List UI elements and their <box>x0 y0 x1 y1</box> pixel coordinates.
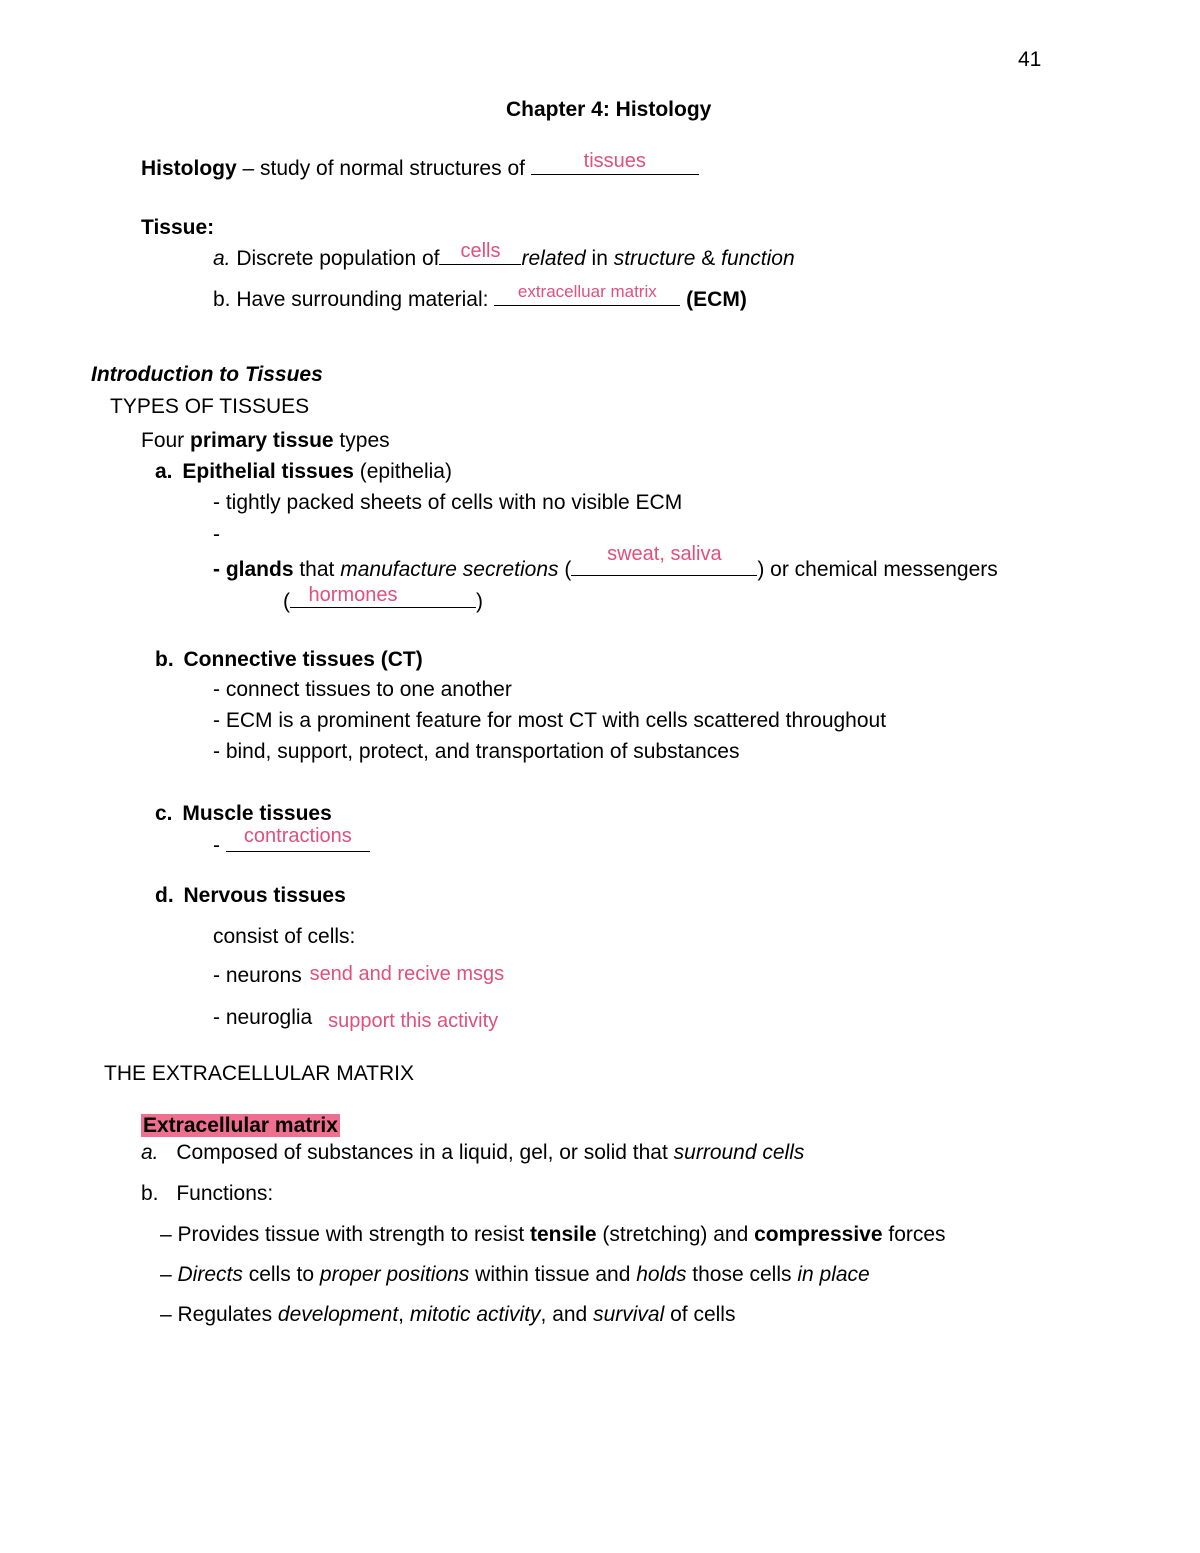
glands-italic: manufacture secretions <box>340 558 559 581</box>
tissue-b-blank <box>494 283 680 306</box>
glands-answer: sweat, saliva <box>607 543 722 565</box>
muscle-heading <box>155 801 332 827</box>
tissue-a-text: Discrete population of <box>230 247 440 270</box>
four-pre: Four <box>141 429 191 452</box>
histology-term: Histology <box>141 157 237 180</box>
nervous-title: Nervous tissues <box>183 884 346 907</box>
ecm-function-2 <box>160 1262 870 1288</box>
hormones-answer: hormones <box>308 584 398 606</box>
neuroglia-note: support this activity <box>328 1010 499 1032</box>
f2-proper-positions: proper positions <box>319 1263 470 1286</box>
f3-development: development <box>277 1303 399 1326</box>
muscle-line <box>213 825 370 859</box>
tissue-line-a <box>213 242 795 272</box>
f1-mid: (stretching) and <box>596 1223 755 1246</box>
epithelial-glands-line <box>213 543 998 583</box>
connective-line-1: - connect tissues to one another <box>213 678 512 701</box>
f3-pre: – Regulates <box>160 1303 278 1326</box>
connective-line-2: - ECM is a prominent feature for most CT with cells scattered throughout <box>213 709 887 732</box>
f2-directs: Directs <box>177 1263 243 1286</box>
tissue-b-text: b. Have surrounding material: <box>213 288 495 311</box>
histology-text: – study of normal structures of <box>236 157 531 180</box>
chapter-title: Chapter 4: Histology <box>506 98 712 121</box>
f1-bold-tensile: tensile <box>530 1223 597 1246</box>
f2-t2: within tissue and <box>469 1263 637 1286</box>
epithelial-title: Epithelial tissues <box>182 460 354 483</box>
tissue-b-ecm: (ECM) <box>686 288 747 311</box>
glands-that: that <box>293 558 341 581</box>
connective-heading <box>155 647 423 673</box>
types-heading: TYPES OF TISSUES <box>110 395 310 418</box>
glands-open: ( <box>558 558 572 581</box>
ecm-a-text: Composed of substances in a liquid, gel, or solid that <box>176 1141 674 1164</box>
nervous-consist: consist of cells: <box>213 925 356 948</box>
f1-post: forces <box>882 1223 946 1246</box>
ecm-highlight-title <box>141 1113 340 1139</box>
glands-close: ) or chemical messengers <box>757 558 998 581</box>
tissue-a-label: a. <box>213 247 231 270</box>
four-primary-line <box>141 428 390 454</box>
f2-t3: those cells <box>686 1263 798 1286</box>
epithelial-heading <box>155 459 452 485</box>
page-number: 41 <box>1018 48 1042 71</box>
neurons-label: - neurons <box>213 964 302 987</box>
connective-title: Connective tissues (CT) <box>183 648 423 671</box>
ecm-highlight: Extracellular matrix <box>143 1114 338 1137</box>
muscle-dash: - <box>213 834 220 857</box>
f3-mitotic-activity: mitotic activity <box>409 1303 541 1326</box>
hormones-line <box>283 585 483 615</box>
hormones-open: ( <box>283 590 290 613</box>
f3-c2: , and <box>540 1303 594 1326</box>
histology-blank <box>531 152 699 175</box>
ecm-section-heading: THE EXTRACELLULAR MATRIX <box>104 1062 415 1085</box>
tissue-a-in: in <box>585 247 614 270</box>
epithelial-line-1: - tightly packed sheets of cells with no visible ECM <box>213 491 683 514</box>
neuroglia-line <box>213 1005 498 1031</box>
connective-label: b. <box>155 648 174 671</box>
epithelial-label: a. <box>155 460 173 483</box>
ecm-function-1 <box>160 1222 946 1248</box>
four-bold: primary tissue <box>190 429 334 452</box>
f3-post: of cells <box>664 1303 736 1326</box>
muscle-title: Muscle tissues <box>182 802 332 825</box>
ecm-line-a <box>141 1140 804 1166</box>
histology-answer: tissues <box>583 150 646 172</box>
neuroglia-label: - neuroglia <box>213 1006 313 1029</box>
neurons-line <box>213 963 504 989</box>
tissue-b-answer: extracelluar matrix <box>517 282 657 301</box>
ecm-a-label: a. <box>141 1141 159 1164</box>
four-post: types <box>333 429 390 452</box>
tissue-a-answer: cells <box>460 240 501 262</box>
tissue-a-blank <box>439 242 521 265</box>
histology-definition <box>141 152 699 182</box>
f2-t1: cells to <box>242 1263 320 1286</box>
nervous-heading <box>155 883 346 909</box>
ecm-function-3 <box>160 1302 735 1328</box>
f1-pre: – Provides tissue with strength to resist <box>160 1223 530 1246</box>
tissue-a-related: related <box>521 247 586 270</box>
ecm-b-text: Functions: <box>176 1182 274 1205</box>
epithelial-line-2: - <box>213 523 220 546</box>
tissue-a-structure: structure <box>613 247 696 270</box>
ecm-b-label: b. <box>141 1182 159 1205</box>
tissue-heading: Tissue: <box>141 216 215 239</box>
f3-c1: , <box>398 1303 410 1326</box>
f2-dash: – <box>160 1263 178 1286</box>
f2-holds: holds <box>636 1263 687 1286</box>
neurons-note: send and recive msgs <box>309 963 505 985</box>
nervous-label: d. <box>155 884 174 907</box>
ecm-a-italic: surround cells <box>673 1141 805 1164</box>
f1-bold-compressive: compressive <box>754 1223 883 1246</box>
f3-survival: survival <box>593 1303 665 1326</box>
tissue-line-b <box>213 283 747 313</box>
epithelial-paren: (epithelia) <box>353 460 452 483</box>
hormones-close: ) <box>476 590 483 613</box>
muscle-label: c. <box>155 802 173 825</box>
connective-line-3: - bind, support, protect, and transportation of substances <box>213 740 740 763</box>
muscle-answer: contractions <box>243 825 352 847</box>
glands-blank <box>571 543 757 576</box>
f2-in-place: in place <box>797 1263 870 1286</box>
intro-heading: Introduction to Tissues <box>91 363 323 386</box>
tissue-a-amp: & <box>695 247 722 270</box>
tissue-a-function: function <box>721 247 795 270</box>
glands-bold: - glands <box>213 558 294 581</box>
ecm-line-b <box>141 1181 273 1207</box>
hormones-blank <box>290 585 476 608</box>
muscle-blank <box>226 825 370 852</box>
